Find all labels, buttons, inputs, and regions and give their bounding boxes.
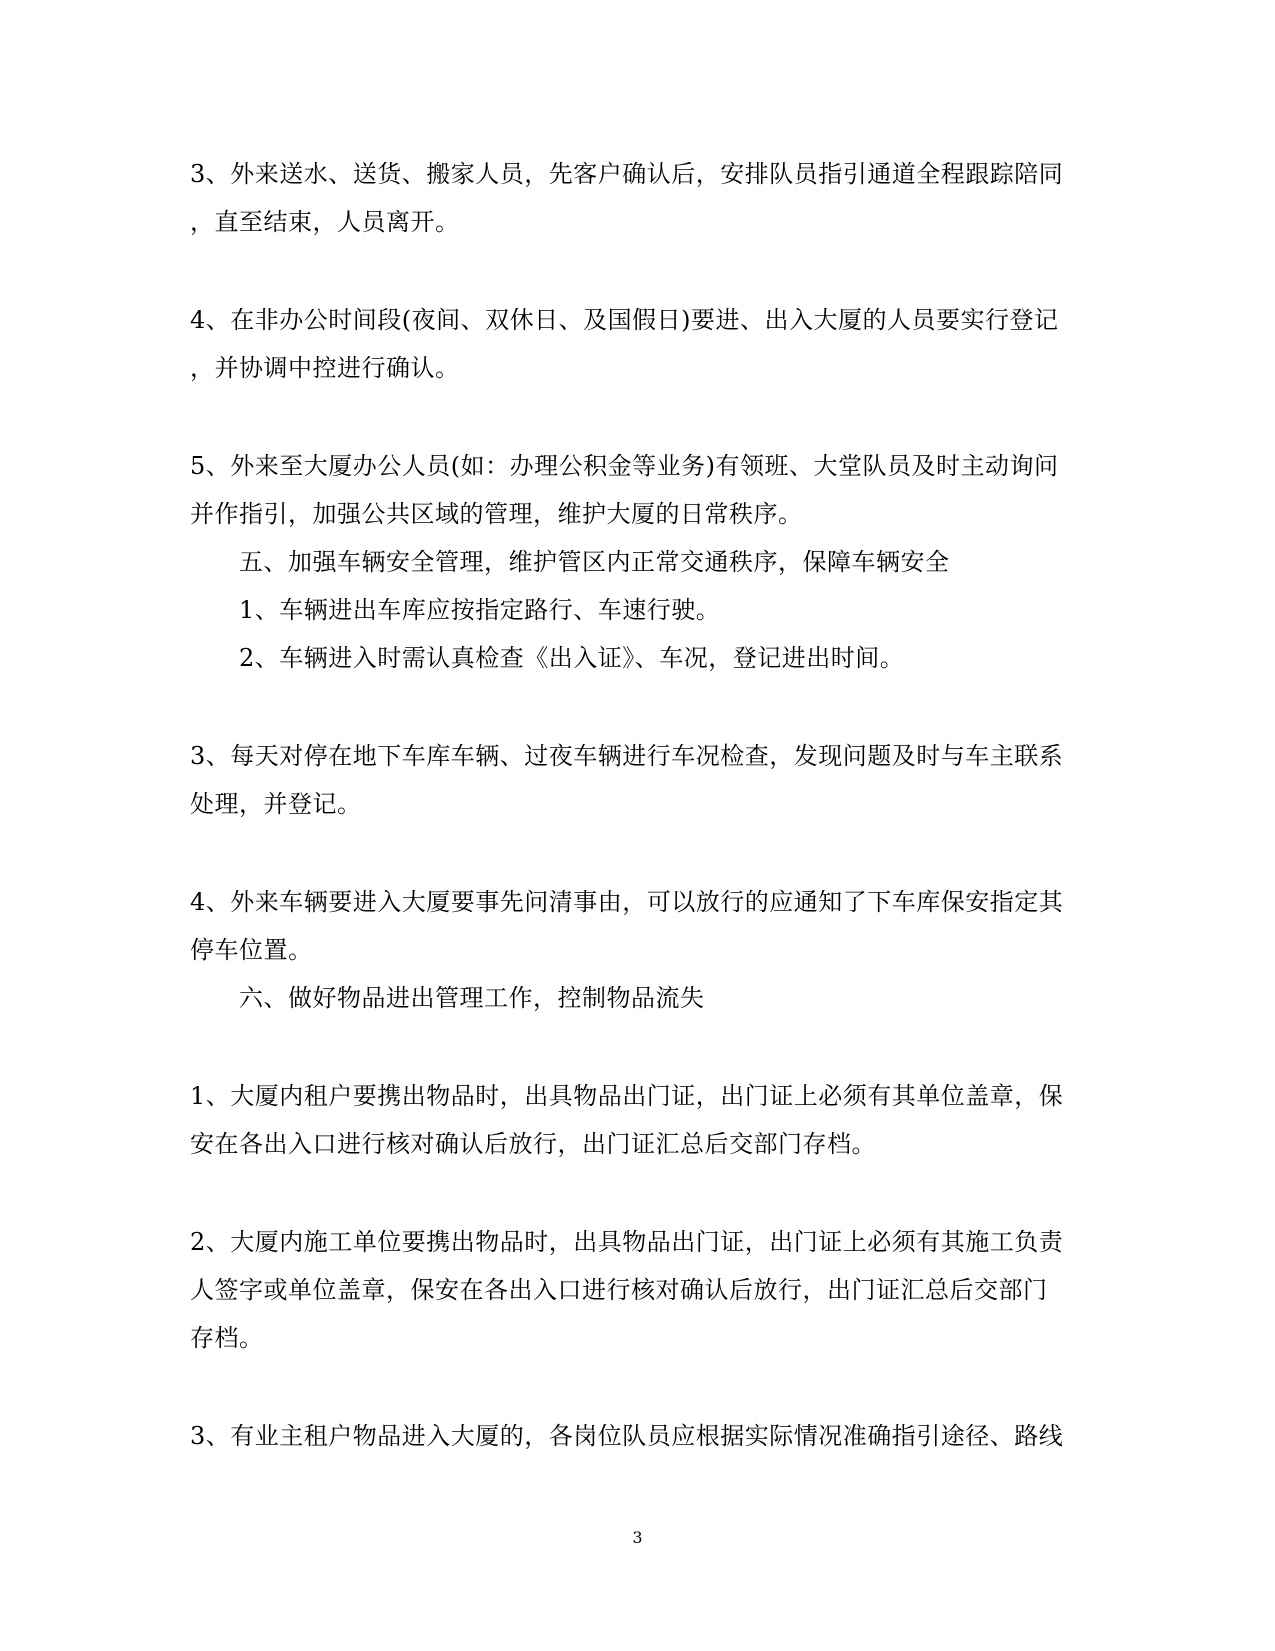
text-line: ，并协调中控进行确认。 (190, 354, 460, 382)
section-heading: 五、加强车辆安全管理，维护管区内正常交通秩序，保障车辆安全 (239, 548, 950, 576)
text-line: 5、外来至大厦办公人员(如：办理公积金等业务)有领班、大堂队员及时主动询问 (190, 452, 1059, 480)
text-line: 1、大厦内租户要携出物品时，出具物品出门证，出门证上必须有其单位盖章，保 (190, 1082, 1064, 1110)
text-line: 人签字或单位盖章，保安在各出入口进行核对确认后放行，出门证汇总后交部门 (190, 1276, 1048, 1304)
text-line: 3、每天对停在地下车库车辆、过夜车辆进行车况检查，发现问题及时与车主联系 (190, 742, 1064, 770)
section-heading: 六、做好物品进出管理工作，控制物品流失 (239, 984, 705, 1012)
page-number: 3 (632, 1528, 643, 1547)
text-line: 4、在非办公时间段(夜间、双休日、及国假日)要进、出入大厦的人员要实行登记 (190, 306, 1059, 334)
text-line: 2、车辆进入时需认真检查《出入证》、车况，登记进出时间。 (239, 644, 905, 672)
text-line: 2、大厦内施工单位要携出物品时，出具物品出门证，出门证上必须有其施工负责 (190, 1228, 1064, 1256)
text-line: 存档。 (190, 1324, 264, 1352)
text-line: 并作指引，加强公共区域的管理，维护大厦的日常秩序。 (190, 500, 803, 528)
text-line: ，直至结束，人员离开。 (190, 208, 460, 236)
text-line: 3、有业主租户物品进入大厦的，各岗位队员应根据实际情况准确指引途径、路线 (190, 1422, 1064, 1450)
text-line: 4、外来车辆要进入大厦要事先问清事由，可以放行的应通知了下车库保安指定其 (190, 888, 1064, 916)
text-line: 1、车辆进出车库应按指定路行、车速行驶。 (239, 596, 721, 624)
text-line: 停车位置。 (190, 936, 313, 964)
text-line: 处理，并登记。 (190, 790, 362, 818)
text-line: 3、外来送水、送货、搬家人员，先客户确认后，安排队员指引通道全程跟踪陪同 (190, 160, 1064, 188)
text-line: 安在各出入口进行核对确认后放行，出门证汇总后交部门存档。 (190, 1130, 876, 1158)
